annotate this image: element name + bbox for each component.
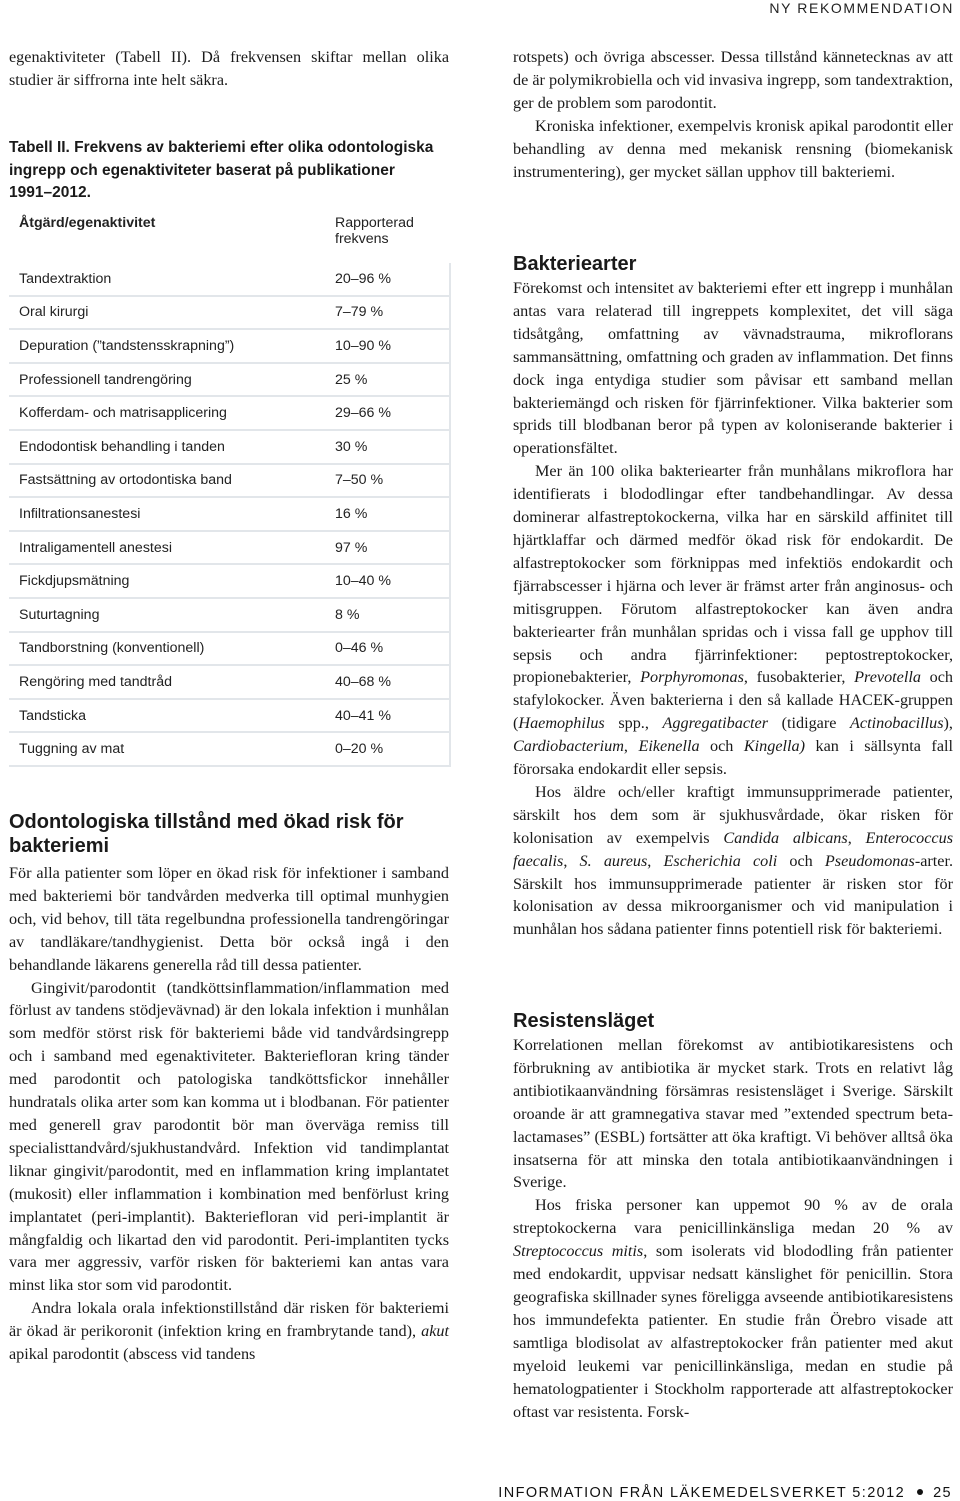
paragraph: För alla patienter som löper en ökad risk för infektioner i samband med bakteriemi bör tandvården medverka till optimal munhygien och, vid behov, till täta regelbundna professionella tandrengöringar av tandläkare/tandhygienist. Detta bör också ingå i den behandlande läkarens generella råd till dessa patienter. [9, 864, 449, 974]
cell-frequency: 10–40 % [325, 564, 450, 598]
text: och [699, 737, 744, 756]
cell-action: Oral kirurgi [9, 296, 325, 330]
section-resistenslaget [513, 1009, 953, 1423]
cell-frequency: 0–46 % [325, 632, 450, 666]
cell-action: Tandextraktion [9, 263, 325, 296]
resistenslaget-body [513, 1034, 953, 1423]
table-row [9, 430, 450, 464]
taxon: Escherichia coli [663, 851, 778, 870]
text: Andra lokala orala infektionstillstånd där risken för bakteriemi är ökad är perikoronit (infektion kring en frambrytande tand), [9, 1299, 449, 1341]
cell-frequency: 7–50 % [325, 464, 450, 498]
section-bakteriearter [513, 252, 953, 941]
section-heading-bakteriearter: Bakteriearter [513, 253, 637, 275]
cell-action: Kofferdam- och matrisapplicering [9, 396, 325, 430]
left-body [9, 862, 449, 1366]
table-row [9, 531, 450, 565]
cell-action: Intraligamentell anestesi [9, 531, 325, 565]
text: , fusobakterier, [743, 668, 855, 687]
taxon: Aggregatibacter [662, 714, 768, 733]
text: och stafylokocker. Även bakterierna i den så kallade HACEK-gruppen ( [513, 668, 954, 733]
cell-frequency: 20–96 % [325, 263, 450, 296]
cell-action: Rengöring med tandtråd [9, 665, 325, 699]
paragraph [513, 460, 953, 781]
taxon: Prevotella [854, 668, 921, 687]
paragraph: Kroniska infektioner, exempelvis kronisk apikal parodontit eller behandling av denna med mekanisk rensning (biomekanisk instrumentering), ger mycket sällan upphov till bakteriemi. [513, 116, 953, 181]
table-row [9, 464, 450, 498]
table-caption: Tabell II. Frekvens av bakteriemi efter olika odontologiska ingrepp och egenaktiviteter baserat på publikationer 1991–2012. [9, 139, 434, 201]
emphasis: akut [421, 1322, 449, 1341]
section-heading-resistenslaget: Resistensläget [513, 1010, 655, 1032]
text: ), [943, 714, 953, 733]
text: apikal parodontit (abscess vid tandens [9, 1345, 256, 1364]
left-section [9, 810, 449, 858]
cell-action: Tandsticka [9, 699, 325, 733]
taxon: Actinobacillus [850, 714, 944, 733]
text: , [563, 851, 580, 870]
text: kan i sällsynta fall förorsaka endokardit eller sepsis. [513, 737, 953, 779]
cell-frequency: 0–20 % [325, 732, 450, 766]
cell-frequency: 16 % [325, 497, 450, 531]
table-row [9, 665, 450, 699]
cell-frequency: 30 % [325, 430, 450, 464]
table-row [9, 396, 450, 430]
cell-frequency: 7–79 % [325, 296, 450, 330]
cell-action: Tuggning av mat [9, 732, 325, 766]
taxon: Cardiobacterium [513, 737, 624, 756]
cell-action: Endodontisk behandling i tanden [9, 430, 325, 464]
section-heading-odontologiska: Odontologiska tillstånd med ökad risk för bakteriemi [9, 811, 404, 857]
text: , [623, 737, 639, 756]
running-head: NY REKOMMENDATION [769, 0, 954, 16]
page-number: 25 [933, 1485, 952, 1501]
paragraph: Förekomst och intensitet av bakteriemi efter ett ingrepp i munhålan antas vara relaterad till ingreppets komplexitet, det vill säga tidsåtgång, omfattning av vävnadstrauma, mikroflorans sammansättning, omfattning och graden av inflammation. Det finns dock inga entydiga studier som påvisar ett samband mellan bakteriemängd och risken för fjärrinfektioner. Vilka bakterier som sprids till blodbanan beror på typen av koloniserande bakterier i operationsfältet. [513, 279, 953, 458]
paragraph: Gingivit/parodontit (tandköttsinflammation/inflammation med förlust av tandens stödjevävnad) är den lokala infektion i munhålan som medför störst risk för bakteriemi både vid tandvårdsingrepp och i samband med egenaktiviteter. Bakteriefloran kring tänder med parodontit och patologiska tandköttsfickor innehåller hundratals olika arter som kan komma ut i blodbanan. För patienter med generell grav parodontit bör man överväga remiss till specialisttandvård/sjukhustandvård. Infektion vid tandimplantat liknar gingivit/parodontit, med en inflammation kring implantatet (mukosit) eller inflammation i kombination med benförlust kring implantatet (peri-implantit). Bakteriefloran vid peri-implantit är mångfaldig och likartad den vid parodontit. Peri-implantiten tycks vara mer aggressiv, varför risken för bakteriemi kan antas vara minst lika stor som vid parodontit. [9, 978, 449, 1295]
cell-action: Fastsättning av ortodontiska band [9, 464, 325, 498]
taxon: Kingella) [743, 737, 806, 756]
taxon: Pseudomonas [824, 851, 915, 870]
cell-frequency: 8 % [325, 598, 450, 632]
paragraph [513, 781, 953, 941]
cell-frequency: 97 % [325, 531, 450, 565]
col-header-frequency: Rapporterad frekvens [335, 215, 414, 247]
cell-action: Professionell tandrengöring [9, 363, 325, 397]
table-row [9, 632, 450, 666]
text: , [847, 828, 866, 847]
paragraph: rotspets) och övriga abscesser. Dessa tillstånd kännetecknas av att de är polymikrobiella och vid invasiva ingrepp, som tandextraktion, ger de problem som parodontit. [513, 48, 953, 112]
footer-publication: INFORMATION FRÅN LÄKEMEDELSVERKET 5:2012 [498, 1485, 906, 1501]
table-row [9, 363, 450, 397]
frequency-table [9, 213, 451, 767]
intro-paragraph: egenaktiviteter (Tabell II). Då frekvensen skiftar mellan olika studier är siffrorna inte helt säkra. [9, 48, 449, 89]
page-footer [498, 1485, 952, 1501]
text: (tidigare [768, 714, 851, 733]
bakteriearter-body [513, 277, 953, 941]
table-row [9, 699, 450, 733]
taxon: Enterococcus faecalis [513, 828, 953, 870]
cell-frequency: 40–68 % [325, 665, 450, 699]
taxon: Porphyromonas [640, 668, 744, 687]
taxon: Streptococcus mitis [513, 1242, 644, 1261]
text: -arter. Särskilt hos immunsupprimerade patienter är risken stor för kolonisation av dessa mikroorganismer och vid manipulation i munhålan hos sådana patienter finns potentiell risk för bakteriemi. [513, 851, 954, 939]
cell-frequency: 10–90 % [325, 329, 450, 363]
text: och [777, 851, 825, 870]
cell-frequency: 25 % [325, 363, 450, 397]
paragraph [513, 1194, 953, 1423]
cell-action: Depuration (”tandstensskrapning”) [9, 329, 325, 363]
text: spp., [604, 714, 663, 733]
paragraph: Korrelationen mellan förekomst av antibiotikaresistens och förbrukning av antibiotika är mycket stark. Trots en relativt låg antibiotikaanvändning försämras resistensläget i Sverige. Särskilt oroande är att gramnegativa stavar med ”extended spectrum beta-lactamases” (ESBL) fortsätter att öka kraftigt. Vi behöver alltså öka insatserna för att minska den totala antibiotikaanvändningen i Sverige. [513, 1036, 953, 1192]
table-row [9, 329, 450, 363]
text: Mer än 100 olika bakteriearter från munhålans mikroflora har identifierats i blododlingar efter tandbehandlingar. Av dessa dominerar alfastreptokockerna, vilka har en särskild affinitet till hjärtklaffar och därmed medför ökad risk för endokardit. De alfastreptokocker som förknippas med infektiös endokardit och fjärrabscesser i hjärna och lever är främst arter från anginosus- och mitisgruppen. Förutom alfastreptokocker kan även andra bakteriearter från munhålan spridas och i vissa fall ge upphov till sepsis och andra fjärrinfektioner: peptostreptokocker, propionebakterier, [513, 462, 953, 687]
cell-action: Suturtagning [9, 598, 325, 632]
paragraph [9, 1297, 449, 1366]
table-row [9, 564, 450, 598]
cell-frequency: 29–66 % [325, 396, 450, 430]
taxon: S. aureus [579, 851, 648, 870]
table-row [9, 598, 450, 632]
cell-frequency: 40–41 % [325, 699, 450, 733]
table-header-row [9, 213, 450, 263]
text: Hos äldre och/eller kraftigt immunsupprimerade patienter, särskilt hos dem som är sjukhusvårdade, ökar risken för kolonisation av exempelvis [513, 782, 953, 847]
table-row [9, 732, 450, 766]
bullet-dot-icon [917, 1489, 923, 1495]
cell-action: Tandborstning (konventionell) [9, 632, 325, 666]
cell-action: Infiltrationsanestesi [9, 497, 325, 531]
table-body [9, 263, 450, 766]
col-header-action: Åtgärd/egenaktivitet [19, 215, 156, 231]
cell-action: Fickdjupsmätning [9, 564, 325, 598]
left-intro [9, 46, 449, 92]
text: Hos friska personer kan uppemot 90 % av de orala streptokockerna vara penicillinkänsliga medan 20 % av [513, 1196, 953, 1238]
text: , som isolerats vid blododling från patienter med endokardit, uppvisar nedsatt känslighet för penicillin. Stora geografiska skillnader synes föreligga avseende antibiotikaresistens hos immundefekta patienter. En studie från Örebro visade att samtliga blodisolat av alfastreptokocker från patienter med akut myeloid leukemi var penicillinkänsliga, medan en studie på hematologpatienter i Stockholm rapporterade att alfastreptokocker oftast var resistenta. Forsk- [513, 1242, 953, 1421]
table-row [9, 263, 450, 296]
taxon: Eikenella [638, 737, 700, 756]
right-top [513, 46, 953, 183]
table-row [9, 497, 450, 531]
taxon: Candida albicans [723, 828, 848, 847]
table-row [9, 296, 450, 330]
text: , [647, 851, 664, 870]
taxon: Haemophilus [518, 714, 605, 733]
